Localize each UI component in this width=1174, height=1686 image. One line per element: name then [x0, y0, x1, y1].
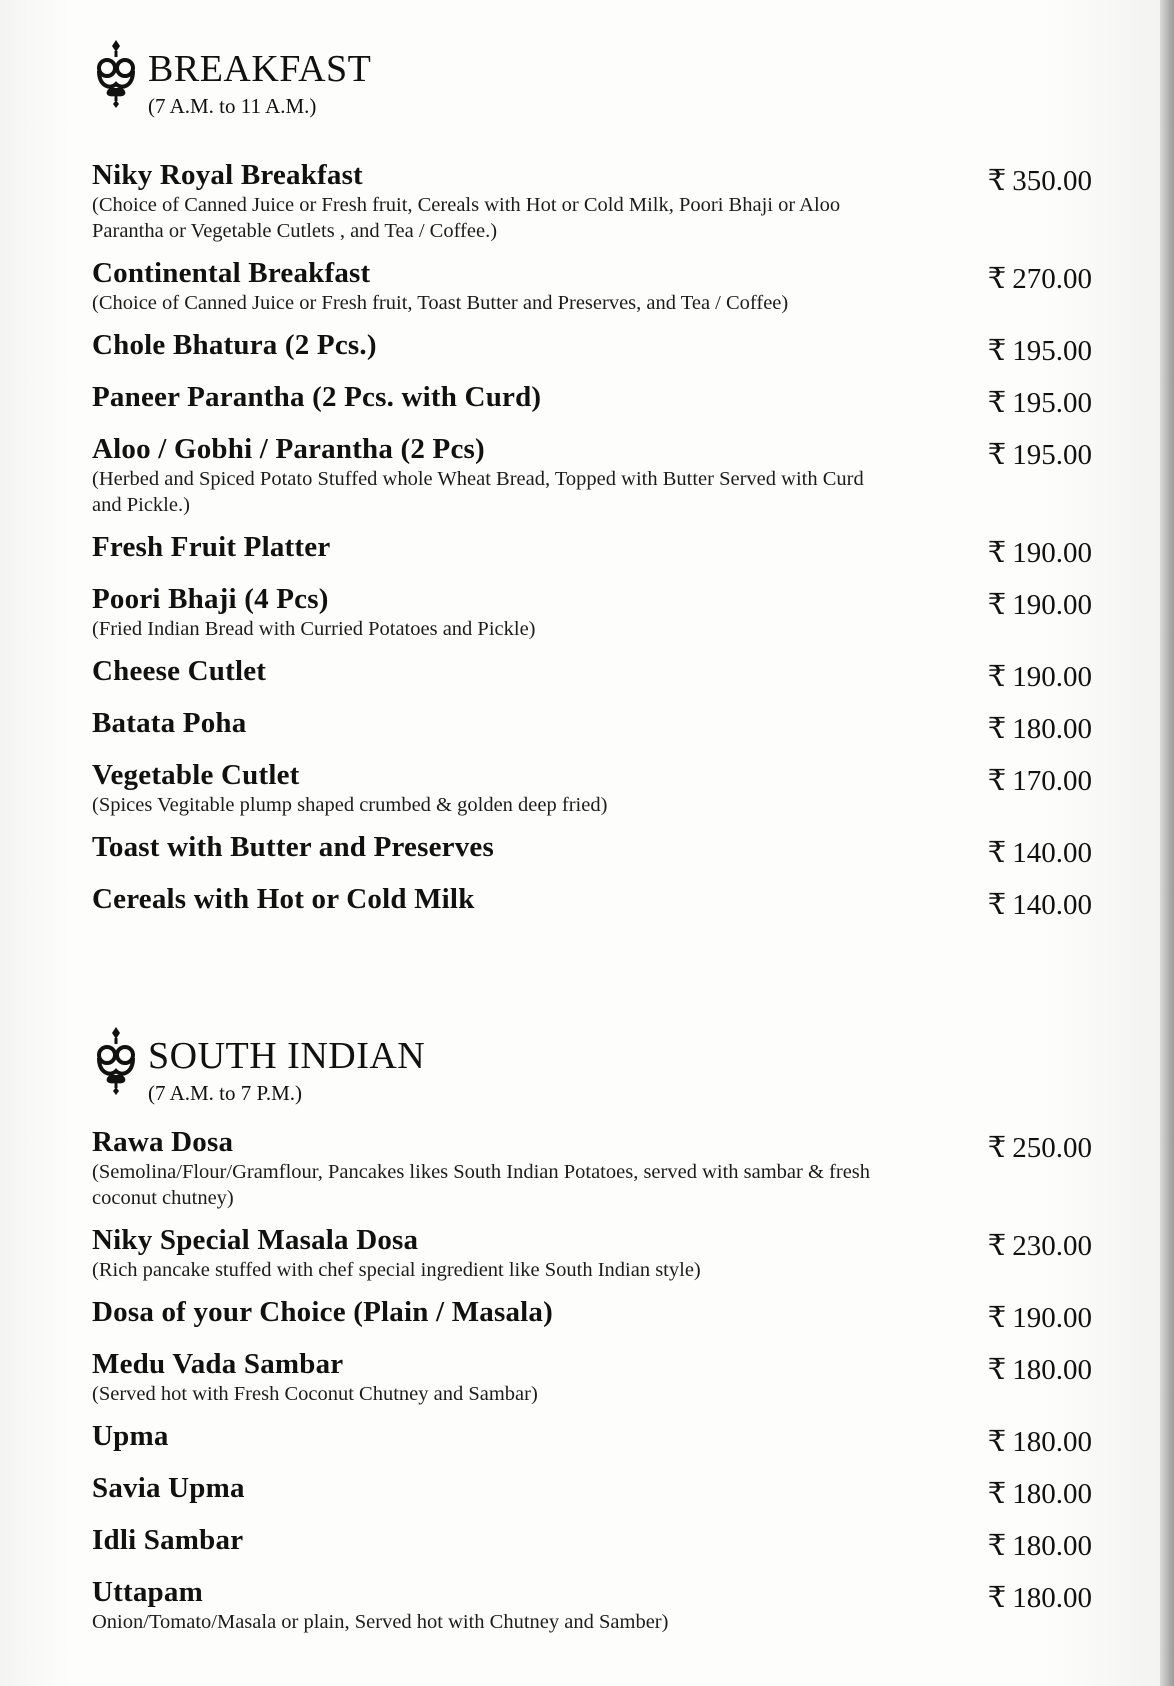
- menu-item: [92, 1295, 1092, 1335]
- rupee-icon: ₹: [987, 1582, 1007, 1614]
- menu-item: [92, 328, 1092, 368]
- rupee-icon: ₹: [987, 1302, 1007, 1334]
- section-title: SOUTH INDIAN: [148, 1035, 426, 1077]
- menu-item-description: (Rich pancake stuffed with chef special ingredient like South Indian style): [92, 1259, 701, 1281]
- menu-item-description: Onion/Tomato/Masala or plain, Served hot with Chutney and Samber): [92, 1611, 669, 1633]
- menu-item-price: [942, 582, 1092, 622]
- price-value: 140.00: [1012, 837, 1092, 869]
- menu-item-name: Fresh Fruit Platter: [92, 531, 331, 563]
- menu-item-name: Medu Vada Sambar: [92, 1348, 344, 1380]
- menu-item-description: (Fried Indian Bread with Curried Potatoes and Pickle): [92, 618, 536, 640]
- price-value: 180.00: [1012, 1582, 1092, 1614]
- menu-item-name: Toast with Butter and Preserves: [92, 831, 494, 863]
- menu-item: [92, 1419, 1092, 1459]
- menu-item-price: [942, 158, 1092, 198]
- menu-item-text: [92, 1125, 892, 1211]
- menu-item-name: Rawa Dosa: [92, 1126, 234, 1158]
- menu-item: [92, 706, 1092, 746]
- rupee-icon: ₹: [987, 589, 1007, 621]
- menu-item-name: Uttapam: [92, 1576, 203, 1608]
- price-value: 230.00: [1012, 1230, 1092, 1262]
- rupee-icon: ₹: [987, 263, 1007, 295]
- menu-item: [92, 1223, 1092, 1283]
- price-value: 190.00: [1012, 537, 1092, 569]
- menu-item-text: [92, 328, 892, 362]
- menu-item-name: Upma: [92, 1420, 169, 1452]
- price-value: 180.00: [1012, 1478, 1092, 1510]
- menu-item-text: [92, 654, 892, 688]
- menu-item: [92, 530, 1092, 570]
- rupee-icon: ₹: [987, 1426, 1007, 1458]
- menu-item-name: Dosa of your Choice (Plain / Masala): [92, 1296, 553, 1328]
- price-value: 195.00: [1012, 439, 1092, 471]
- menu-item-price: [942, 380, 1092, 420]
- price-value: 140.00: [1012, 889, 1092, 921]
- menu-item-price: [942, 1347, 1092, 1387]
- menu-item-price: [942, 1575, 1092, 1615]
- menu-item-name: Idli Sambar: [92, 1524, 244, 1556]
- section-header: [92, 1025, 1092, 1125]
- menu-item-price: [942, 882, 1092, 922]
- menu-item: [92, 432, 1092, 518]
- menu-item: [92, 582, 1092, 642]
- rupee-icon: ₹: [987, 1230, 1007, 1262]
- menu-item-price: [942, 256, 1092, 296]
- menu-item: [92, 1471, 1092, 1511]
- menu-item-price: [942, 1523, 1092, 1563]
- menu-item-description: (Semolina/Flour/Gramflour, Pancakes likes South Indian Potatoes, served with sambar & fresh coconut chutney): [92, 1161, 871, 1209]
- price-value: 170.00: [1012, 765, 1092, 797]
- price-value: 190.00: [1012, 661, 1092, 693]
- menu-item-price: [942, 706, 1092, 746]
- menu-item-text: [92, 1347, 892, 1407]
- menu-item-text: [92, 830, 892, 864]
- menu-item-name: Savia Upma: [92, 1472, 245, 1504]
- menu-item-text: [92, 1419, 892, 1453]
- menu-item-text: [92, 582, 892, 642]
- price-value: 180.00: [1012, 1426, 1092, 1458]
- menu-item-name: Chole Bhatura (2 Pcs.): [92, 329, 377, 361]
- menu-item-text: [92, 380, 892, 414]
- menu-item-description: (Choice of Canned Juice or Fresh fruit, Toast Butter and Preserves, and Tea / Coffee): [92, 292, 789, 314]
- fleur-ornament-icon: [92, 1025, 140, 1095]
- menu-item: [92, 380, 1092, 420]
- menu-item: [92, 830, 1092, 870]
- rupee-icon: ₹: [987, 335, 1007, 367]
- menu-item-description: (Served hot with Fresh Coconut Chutney and Sambar): [92, 1383, 538, 1405]
- menu-item-text: [92, 530, 892, 564]
- fleur-ornament-icon: [92, 38, 140, 108]
- menu-item-list: [92, 1125, 1092, 1635]
- menu-item-price: [942, 1419, 1092, 1459]
- menu-item-name: Poori Bhaji (4 Pcs): [92, 583, 329, 615]
- menu-item: [92, 1523, 1092, 1563]
- rupee-icon: ₹: [987, 661, 1007, 693]
- menu-item-price: [942, 328, 1092, 368]
- menu-item: [92, 1575, 1092, 1635]
- menu-item: [92, 758, 1092, 818]
- price-value: 270.00: [1012, 263, 1092, 295]
- menu-item-price: [942, 654, 1092, 694]
- section-south-indian: [92, 1025, 1092, 1647]
- menu-item: [92, 256, 1092, 316]
- menu-item-name: Paneer Parantha (2 Pcs. with Curd): [92, 381, 542, 413]
- menu-item-name: Cereals with Hot or Cold Milk: [92, 883, 475, 915]
- menu-item: [92, 882, 1092, 922]
- rupee-icon: ₹: [987, 889, 1007, 921]
- price-value: 180.00: [1012, 1530, 1092, 1562]
- rupee-icon: ₹: [987, 1478, 1007, 1510]
- section-breakfast: [92, 38, 1092, 934]
- menu-item-text: [92, 1523, 892, 1557]
- menu-item-price: [942, 1295, 1092, 1335]
- menu-item-text: [92, 1295, 892, 1329]
- menu-item-name: Aloo / Gobhi / Parantha (2 Pcs): [92, 433, 485, 465]
- menu-item-text: [92, 758, 892, 818]
- menu-item-text: [92, 882, 892, 916]
- menu-item: [92, 1125, 1092, 1211]
- rupee-icon: ₹: [987, 387, 1007, 419]
- menu-item: [92, 158, 1092, 244]
- section-hours: (7 A.M. to 11 A.M.): [148, 94, 317, 118]
- menu-item-price: [942, 1125, 1092, 1165]
- price-value: 195.00: [1012, 387, 1092, 419]
- price-value: 350.00: [1012, 165, 1092, 197]
- page-edge: [1160, 0, 1174, 1686]
- menu-item-price: [942, 432, 1092, 472]
- price-value: 180.00: [1012, 1354, 1092, 1386]
- rupee-icon: ₹: [987, 1132, 1007, 1164]
- menu-item-text: [92, 706, 892, 740]
- menu-item: [92, 1347, 1092, 1407]
- menu-item-name: Vegetable Cutlet: [92, 759, 300, 791]
- menu-item-text: [92, 158, 892, 244]
- menu-item-text: [92, 1223, 892, 1283]
- rupee-icon: ₹: [987, 713, 1007, 745]
- rupee-icon: ₹: [987, 1530, 1007, 1562]
- menu-item-name: Niky Special Masala Dosa: [92, 1224, 419, 1256]
- menu-item-list: [92, 158, 1092, 922]
- menu-item-price: [942, 1471, 1092, 1511]
- menu-item-price: [942, 1223, 1092, 1263]
- price-value: 190.00: [1012, 1302, 1092, 1334]
- price-value: 190.00: [1012, 589, 1092, 621]
- menu-item-description: (Spices Vegitable plump shaped crumbed & golden deep fried): [92, 794, 608, 816]
- menu-item-description: (Herbed and Spiced Potato Stuffed whole Wheat Bread, Topped with Butter Served with Curd and Pickle.): [92, 468, 864, 516]
- menu-item: [92, 654, 1092, 694]
- menu-item-text: [92, 1471, 892, 1505]
- rupee-icon: ₹: [987, 765, 1007, 797]
- menu-item-text: [92, 1575, 892, 1635]
- section-header: [92, 38, 1092, 138]
- menu-item-price: [942, 758, 1092, 798]
- menu-item-name: Niky Royal Breakfast: [92, 159, 363, 191]
- price-value: 195.00: [1012, 335, 1092, 367]
- rupee-icon: ₹: [987, 537, 1007, 569]
- rupee-icon: ₹: [987, 1354, 1007, 1386]
- menu-item-price: [942, 830, 1092, 870]
- rupee-icon: ₹: [987, 837, 1007, 869]
- price-value: 180.00: [1012, 713, 1092, 745]
- menu-item-name: Batata Poha: [92, 707, 247, 739]
- menu-item-name: Cheese Cutlet: [92, 655, 267, 687]
- price-value: 250.00: [1012, 1132, 1092, 1164]
- section-title: BREAKFAST: [148, 48, 372, 90]
- menu-item-price: [942, 530, 1092, 570]
- menu-item-text: [92, 432, 892, 518]
- section-hours: (7 A.M. to 7 P.M.): [148, 1081, 303, 1105]
- menu-item-text: [92, 256, 892, 316]
- menu-item-description: (Choice of Canned Juice or Fresh fruit, Cereals with Hot or Cold Milk, Poori Bhaji or Aloo Parantha or Vegetable Cutlets , and Tea / Coffee.): [92, 194, 841, 242]
- rupee-icon: ₹: [987, 165, 1007, 197]
- rupee-icon: ₹: [987, 439, 1007, 471]
- menu-item-name: Continental Breakfast: [92, 257, 371, 289]
